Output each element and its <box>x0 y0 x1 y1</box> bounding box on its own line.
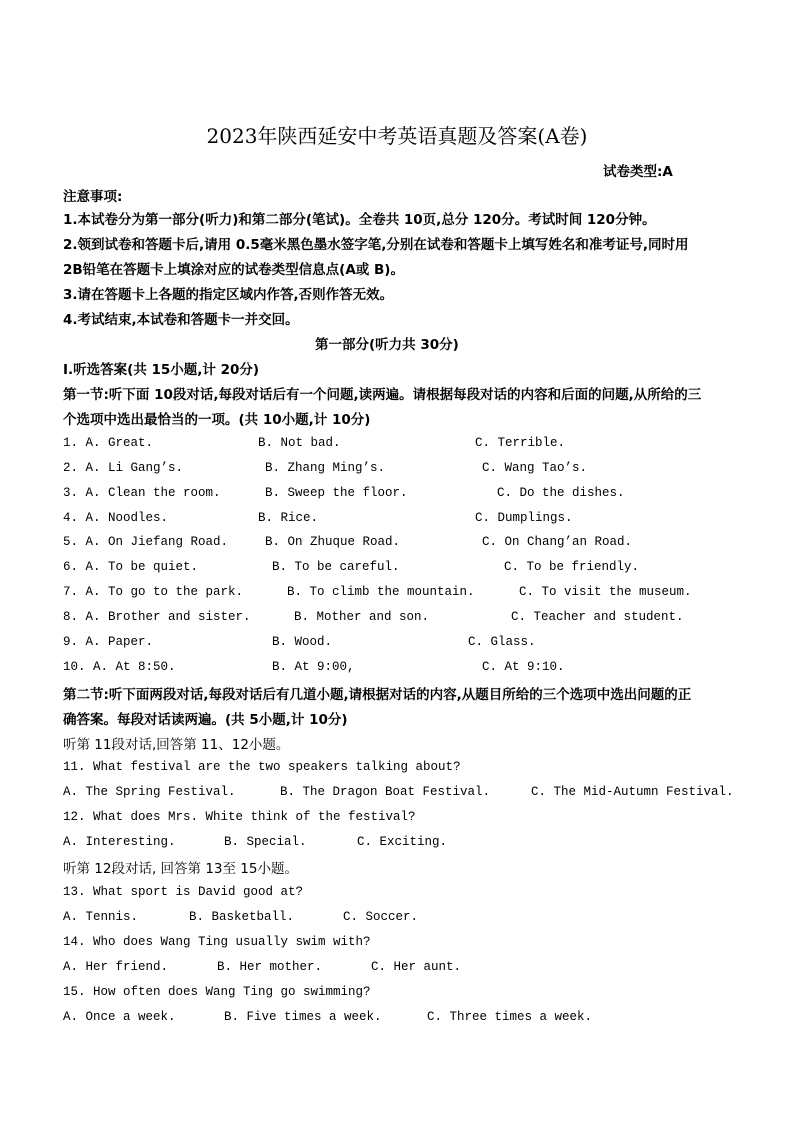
q10-option-c: C. At 9:10. <box>482 660 565 674</box>
q12-option-c: C. Exciting. <box>357 835 448 849</box>
q15-option-a: A. Once a week. <box>63 1010 176 1024</box>
notice-item-2: 2.领到试卷和答题卡后,请用 0.5毫米黑色墨水签字笔,分别在试卷和答题卡上填写姓名和准考证号,同时用 <box>63 237 689 253</box>
q13-option-c: C. Soccer. <box>343 910 419 924</box>
q11-option-b: B. The Dragon Boat Festival. <box>280 785 491 799</box>
dialog-12-instruction: 听第 12段对话, 回答第 13至 15小题。 <box>63 861 298 877</box>
q8-option-a: 8. A. Brother and sister. <box>63 610 251 624</box>
q1-option-b: B. Not bad. <box>258 436 341 450</box>
notice-item-1: 1.本试卷分为第一部分(听力)和第二部分(笔试)。全卷共 10页,总分 120分。考试时间 120分钟。 <box>63 212 656 228</box>
notice-item-3: 3.请在答题卡上各题的指定区域内作答,否则作答无效。 <box>63 287 394 303</box>
q11-question: 11. What festival are the two speakers talking about? <box>63 760 461 774</box>
q11-option-a: A. The Spring Festival. <box>63 785 236 799</box>
q10-option-a: 10. A. At 8:50. <box>63 660 176 674</box>
q6-option-b: B. To be careful. <box>272 560 400 574</box>
dialog-11-instruction: 听第 11段对话,回答第 11、12小题。 <box>63 737 290 753</box>
q13-question: 13. What sport is David good at? <box>63 885 304 899</box>
q2-option-b: B. Zhang Ming’s. <box>265 461 386 475</box>
q9-option-c: C. Glass. <box>468 635 536 649</box>
section-1-instructions-line1: 第一节:听下面 10段对话,每段对话后有一个问题,读两遍。请根据每段对话的内容和后面的问题,从所给的三 <box>63 387 702 403</box>
q3-option-b: B. Sweep the floor. <box>265 486 408 500</box>
q8-option-b: B. Mother and son. <box>294 610 430 624</box>
q15-question: 15. How often does Wang Ting go swimming? <box>63 985 371 999</box>
q6-option-a: 6. A. To be quiet. <box>63 560 199 574</box>
q14-question: 14. Who does Wang Ting usually swim with? <box>63 935 371 949</box>
q5-option-b: B. On Zhuque Road. <box>265 535 401 549</box>
q12-option-b: B. Special. <box>224 835 307 849</box>
section-2-instructions-line2: 确答案。每段对话读两遍。(共 5小题,计 10分) <box>63 712 348 728</box>
notice-item-4: 4.考试结束,本试卷和答题卡一并交回。 <box>63 312 299 328</box>
q4-option-a: 4. A. Noodles. <box>63 511 169 525</box>
q14-option-a: A. Her friend. <box>63 960 169 974</box>
q2-option-a: 2. A. Li Gang’s. <box>63 461 184 475</box>
q6-option-c: C. To be friendly. <box>504 560 640 574</box>
section-2-instructions-line1: 第二节:听下面两段对话,每段对话后有几道小题,请根据对话的内容,从题目所给的三个选项中选出问题的正 <box>63 687 692 703</box>
q4-option-b: B. Rice. <box>258 511 319 525</box>
q15-option-c: C. Three times a week. <box>427 1010 593 1024</box>
q1-option-c: C. Terrible. <box>475 436 566 450</box>
q11-option-c: C. The Mid-Autumn Festival. <box>531 785 734 799</box>
q12-question: 12. What does Mrs. White think of the festival? <box>63 810 416 824</box>
page-title: 2023年陕西延安中考英语真题及答案(A卷) <box>206 124 588 148</box>
q14-option-c: C. Her aunt. <box>371 960 462 974</box>
q8-option-c: C. Teacher and student. <box>511 610 684 624</box>
notice-heading: 注意事项: <box>63 189 123 205</box>
paper-type: 试卷类型:A <box>603 164 673 180</box>
q15-option-b: B. Five times a week. <box>224 1010 382 1024</box>
q12-option-a: A. Interesting. <box>63 835 176 849</box>
q7-option-c: C. To visit the museum. <box>519 585 692 599</box>
q13-option-b: B. Basketball. <box>189 910 295 924</box>
q9-option-b: B. Wood. <box>272 635 333 649</box>
notice-item-2-cont: 2B铅笔在答题卡上填涂对应的试卷类型信息点(A或 B)。 <box>63 262 404 278</box>
q10-option-b: B. At 9:00, <box>272 660 355 674</box>
q5-option-c: C. On Chang’an Road. <box>482 535 633 549</box>
q14-option-b: B. Her mother. <box>217 960 323 974</box>
q3-option-c: C. Do the dishes. <box>497 486 625 500</box>
q2-option-c: C. Wang Tao’s. <box>482 461 588 475</box>
q13-option-a: A. Tennis. <box>63 910 139 924</box>
q1-option-a: 1. A. Great. <box>63 436 154 450</box>
q3-option-a: 3. A. Clean the room. <box>63 486 221 500</box>
section-I-heading: I.听选答案(共 15小题,计 20分) <box>63 362 260 378</box>
section-1-instructions-line2: 个选项中选出最恰当的一项。(共 10小题,计 10分) <box>63 412 371 428</box>
q4-option-c: C. Dumplings. <box>475 511 573 525</box>
q5-option-a: 5. A. On Jiefang Road. <box>63 535 229 549</box>
q7-option-a: 7. A. To go to the park. <box>63 585 244 599</box>
q9-option-a: 9. A. Paper. <box>63 635 154 649</box>
q7-option-b: B. To climb the mountain. <box>287 585 475 599</box>
part-one-heading: 第一部分(听力共 30分) <box>315 337 459 353</box>
